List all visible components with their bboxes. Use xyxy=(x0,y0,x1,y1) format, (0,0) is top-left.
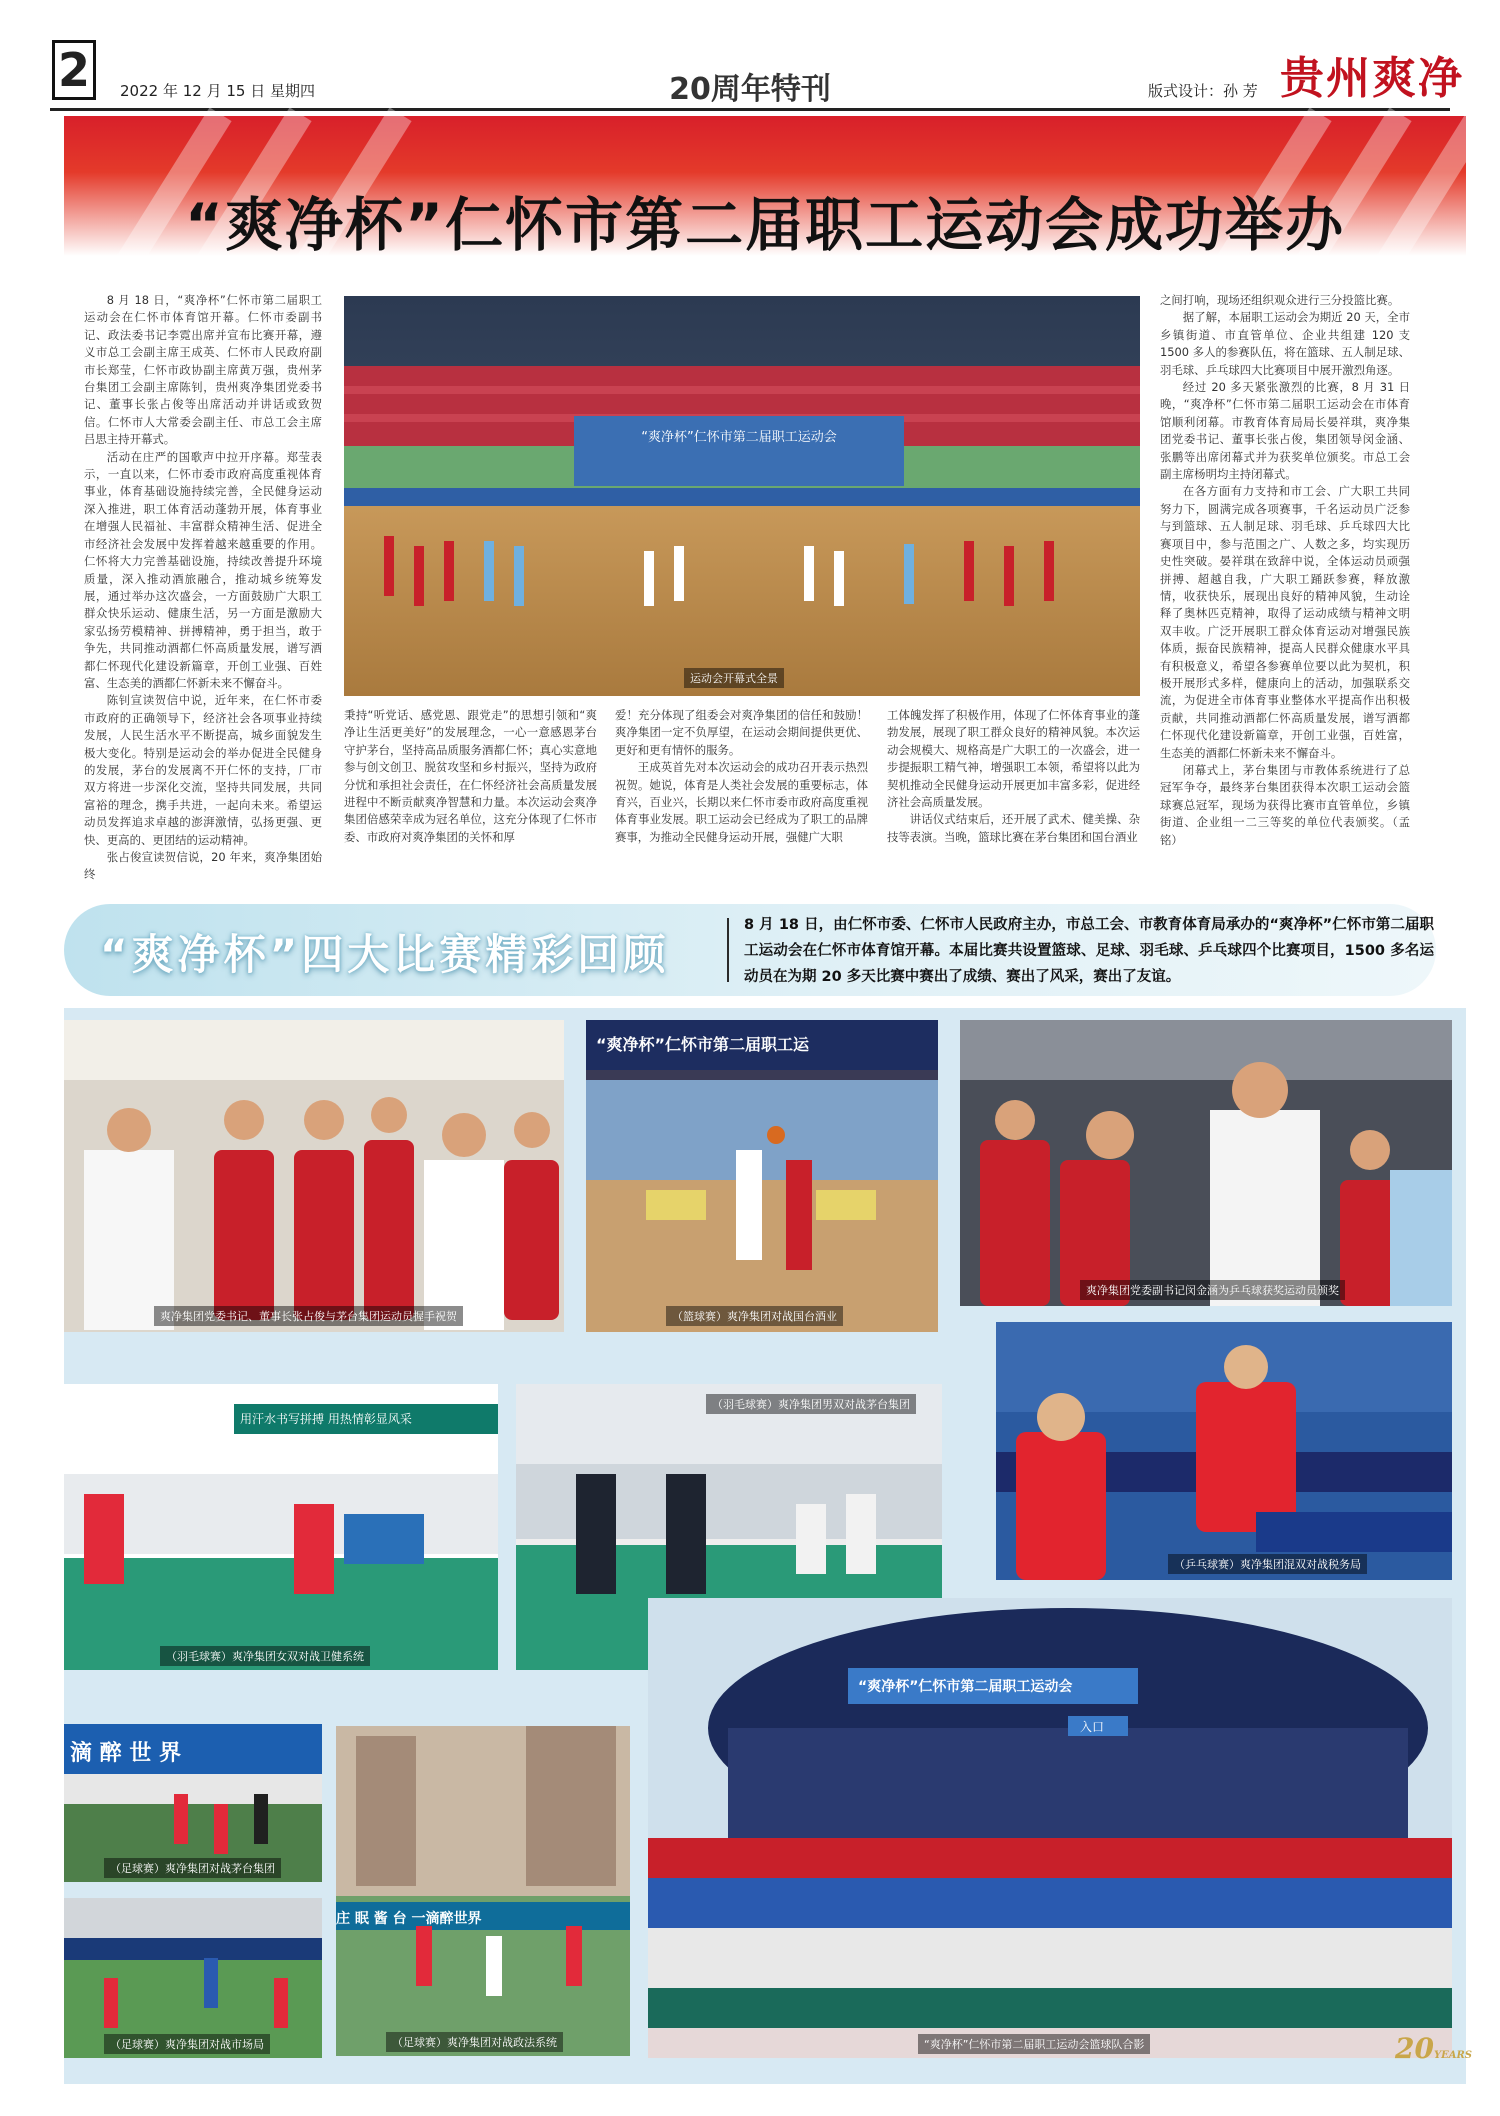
layout-designer: 版式设计：孙 芳 xyxy=(1148,82,1258,100)
issue-date: 2022 年 12 月 15 日 星期四 xyxy=(120,82,315,100)
headline: “爽净杯”仁怀市第二届职工运动会成功举办 xyxy=(184,191,1346,259)
article-paragraph: 王成英首先对本次运动会的成功召开表示热烈祝贺。她说，体育是人类社会发展的重要标志，体育兴，百业兴，长期以来仁怀市委市政府高度重视体育事业发展。职工运动会已经成为了职工的品牌赛事，为推动全民健身运动开展，强健广大职 xyxy=(615,760,868,844)
photo-football-moutai-caption: （足球赛）爽净集团对战茅台集团 xyxy=(104,1858,281,1878)
anniversary-number: 20 xyxy=(1395,2032,1434,2065)
anniversary-years: YEARS xyxy=(1433,2050,1473,2061)
article-paragraph: 秉持“听党话、感党恩、跟党走”的思想引领和“爽净让生活更美好”的发展理念，一心一意感恩茅台守护茅台，坚持高品质服务酒都仁怀；真心实意地参与创文创卫、脱贫攻坚和乡村振兴，坚持为政府分忧和承担社会责任，在仁怀经济社会高质量发展进程中不断贡献爽净智慧和力量。本次运动会爽净集团倍感荣幸成为冠名单位，这充分体现了仁怀市委、市政府对爽净集团的关怀和厚 xyxy=(344,708,597,844)
photo-badminton-women-caption: （羽毛球赛）爽净集团女双对战卫健系统 xyxy=(160,1646,370,1666)
photo-basketball-banner: “爽净杯”仁怀市第二届职工运 xyxy=(596,1035,810,1054)
article-column-4 xyxy=(887,707,1140,857)
photo-football-moutai xyxy=(64,1724,322,1882)
photo-football-legal-sign: 庄 眠 酱 台 一滴醉世界 xyxy=(336,1911,482,1927)
article-paragraph: 活动在庄严的国歌声中拉开序幕。郑莹表示，一直以来，仁怀市委市政府高度重视体育事业，体育基础设施持续完善，全民健身运动深入推进，职工体育活动蓬勃开展，体育事业在增强人民福祉、丰富群众精神生活、促进全市经济社会发展中发挥着越来越重要的作用。仁怀将大力完善基础设施，持续改善提升环境质量，深入推动酒旅融合，推动城乡统筹发展，通过举办这次盛会，一方面鼓励广大职工群众快乐运动、健康生活，另一方面是激励大家弘扬劳模精神、拼搏精神，勇于担当，敢于争先，共同推动酒都仁怀高质量发展，谱写酒都仁怀现代化建设新篇章，开创工业强、百姓富、生态美的酒都仁怀新未来不懈奋斗。 xyxy=(84,449,322,690)
page-number: 2 xyxy=(52,40,96,100)
article-paragraph: 工体魄发挥了积极作用，体现了仁怀体育事业的蓬勃发展，展现了职工群众良好的精神风貌。本次运动会规模大、规格高是广大职工的一次盛会，进一步提振职工精气神，增强职工本领，希望将以此为契机推动全民健身运动开展更加丰富多彩，促进经济社会高质量发展。 xyxy=(887,708,1140,810)
photo-badminton-sign: 用汗水书写拼搏 用热情彰显风采 xyxy=(240,1412,412,1426)
anniversary-badge xyxy=(1395,2032,1472,2065)
article-column-5 xyxy=(1160,292,1410,857)
article-paragraph: 陈钊宣读贺信中说，近年来，在仁怀市委市政府的正确领导下，经济社会各项事业持续发展，人民生活水平不断提高，城乡面貌发生极大变化。特别是运动会的举办促进全民健身的发展，茅台的发展离不开仁怀的支持，厂市双方将进一步深化交流，坚持共同发展，共同富裕的理念，携手共进，一起向未来。希望运动员发挥追求卓越的澎湃激情，弘扬更强、更快、更高的、更团结的运动精神。 xyxy=(84,693,322,847)
photo-table-tennis-caption: （乒乓球赛）爽净集团混双对战税务局 xyxy=(1168,1554,1367,1574)
photo-award-caption: 爽净集团党委副书记闵金涵为乒乓球获奖运动员颁奖 xyxy=(1080,1280,1345,1300)
photo-basketball xyxy=(586,1020,938,1332)
photo-basketball-caption: （篮球赛）爽净集团对战国台酒业 xyxy=(666,1306,843,1326)
photo-handshake xyxy=(64,1020,564,1332)
article-paragraph: 据了解，本届职工运动会为期近 20 天，全市乡镇街道、市直管单位、企业共组建 120 支 1500 多人的参赛队伍，将在篮球、五人制足球、羽毛球、乒乓球四大比赛项目中展开激烈角逐。 xyxy=(1160,310,1410,377)
review-description: 8 月 18 日，由仁怀市委、仁怀市人民政府主办，市总工会、市教育体育局承办的“爽净杯”仁怀市第二届职工运动会在仁怀市体育馆开幕。本届比赛共设置篮球、足球、羽毛球、乒乓球四个比赛项目，1500 多名运动员在为期 20 多天比赛中赛出了成绩、赛出了风采，赛出了友谊。 xyxy=(744,917,1434,985)
main-photo-banner-text: “爽净杯”仁怀市第二届职工运动会 xyxy=(641,430,837,445)
photo-group-banner: “爽净杯”仁怀市第二届职工运动会 xyxy=(858,1679,1073,1695)
section-title: 20周年特刊 xyxy=(669,72,831,107)
brand-logo: 贵州爽净 xyxy=(1280,53,1464,104)
photo-handshake-image xyxy=(64,1020,564,1332)
article-paragraph: 8 月 18 日，“爽净杯”仁怀市第二届职工运动会在仁怀市体育馆开幕。仁怀市委副书记、政法委书记李霓出席并宣布比赛开幕，遵义市总工会副主席王成英、仁怀市人民政府副市长郑莹，仁怀市政协副主席黄万强，贵州茅台集团工会副主席陈钊，贵州爽净集团党委书记、董事长张占俊等出席活动并讲话或致贺信。仁怀市人大常委会副主任、市总工会主席吕思主持开幕式。 xyxy=(84,293,322,447)
photo-award xyxy=(960,1020,1452,1306)
photo-group-caption: “爽净杯”仁怀市第二届职工运动会篮球队合影 xyxy=(918,2034,1150,2054)
main-photo-caption: 运动会开幕式全景 xyxy=(684,668,784,688)
photo-football-market xyxy=(64,1898,322,2058)
article-paragraph: 讲话仪式结束后，还开展了武术、健美操、杂技等表演。当晚，篮球比赛在茅台集团和国台酒业 xyxy=(887,812,1140,844)
review-divider xyxy=(727,918,729,982)
article-paragraph: 经过 20 多天紧张激烈的比赛，8 月 31 日晚，“爽净杯”仁怀市第二届职工运动会在市体育馆顺利闭幕。市教育体育局局长晏祥琪，爽净集团党委书记、董事长张占俊，集团领导闵金涵、张鹏等出席闭幕式并为获奖单位颁奖。市总工会副主席杨明均主持闭幕式。 xyxy=(1160,380,1410,482)
photo-football-legal-image xyxy=(336,1726,630,2056)
article-column-2 xyxy=(344,707,597,857)
photo-group-image xyxy=(648,1598,1452,2058)
photo-badminton-women xyxy=(64,1384,498,1670)
photo-handshake-caption: 爽净集团党委书记、董事长张占俊与茅台集团运动员握手祝贺 xyxy=(154,1306,463,1326)
review-title: “爽净杯”四大比赛精彩回顾 xyxy=(100,930,670,979)
photo-football-legal xyxy=(336,1726,630,2056)
main-photo-image xyxy=(344,296,1140,696)
article-paragraph: 爱！充分体现了组委会对爽净集团的信任和鼓励！爽净集团一定不负厚望，在运动会期间提供更优、更好和更有情怀的服务。 xyxy=(615,708,868,757)
photo-table-tennis xyxy=(996,1322,1452,1580)
article-paragraph: 在各方面有力支持和市工会、广大职工共同努力下，圆满完成各项赛事，千名运动员广泛参与到篮球、五人制足球、羽毛球、乒乓球四大比赛项目中，参与范围之广、人数之多，均实现历史性突破。晏祥琪在致辞中说，全体运动员顽强拼搏、超越自我，广大职工踊跃参赛，释放激情，收获快乐，展现出良好的精神风貌，生动诠释了奥林匹克精神，取得了运动成绩与精神文明双丰收。广泛开展职工群众体育运动对增强民族体质，振奋民族精神，提高人民群众健康水平具有积极意义，希望各参赛单位要以此为契机，积极开展形式多样，健康向上的活动，加强联系交流，为促进全市体育事业整体水平提高作出积极贡献，共同推动酒都仁怀高质量发展，谱写酒都仁怀现代化建设新篇章，开创工业强，百姓富，生态美的酒都仁怀新未来不懈奋斗。 xyxy=(1160,484,1410,760)
photo-award-image xyxy=(960,1020,1452,1306)
photo-basketball-image xyxy=(586,1020,938,1332)
main-photo-opening-ceremony xyxy=(344,296,1140,696)
article-paragraph: 闭幕式上，茅台集团与市教体系统进行了总冠军争夺，最终茅台集团获得本次职工运动会篮球赛总冠军，现场为获得比赛市直管单位，乡镇街道、企业组一二三等奖的单位代表颁奖。（孟铭） xyxy=(1160,762,1410,847)
photo-football-market-caption: （足球赛）爽净集团对战市场局 xyxy=(104,2034,270,2054)
article-column-3 xyxy=(615,707,868,857)
article-column-1 xyxy=(84,292,322,882)
photo-group-entrance: 入口 xyxy=(1080,1720,1105,1734)
photo-group xyxy=(648,1598,1452,2058)
photo-football-sign: 滴 醉 世 界 xyxy=(70,1741,181,1766)
photo-badminton-men-caption: （羽毛球赛）爽净集团男双对战茅台集团 xyxy=(706,1394,916,1414)
photo-football-legal-caption: （足球赛）爽净集团对战政法系统 xyxy=(386,2032,563,2052)
header-rule xyxy=(50,108,1450,111)
article-paragraph: 张占俊宣读贺信说，20 年来，爽净集团始终 xyxy=(84,850,322,882)
article-paragraph: 之间打响，现场还组织观众进行三分投篮比赛。 xyxy=(1160,293,1400,307)
photo-table-tennis-image xyxy=(996,1322,1452,1580)
